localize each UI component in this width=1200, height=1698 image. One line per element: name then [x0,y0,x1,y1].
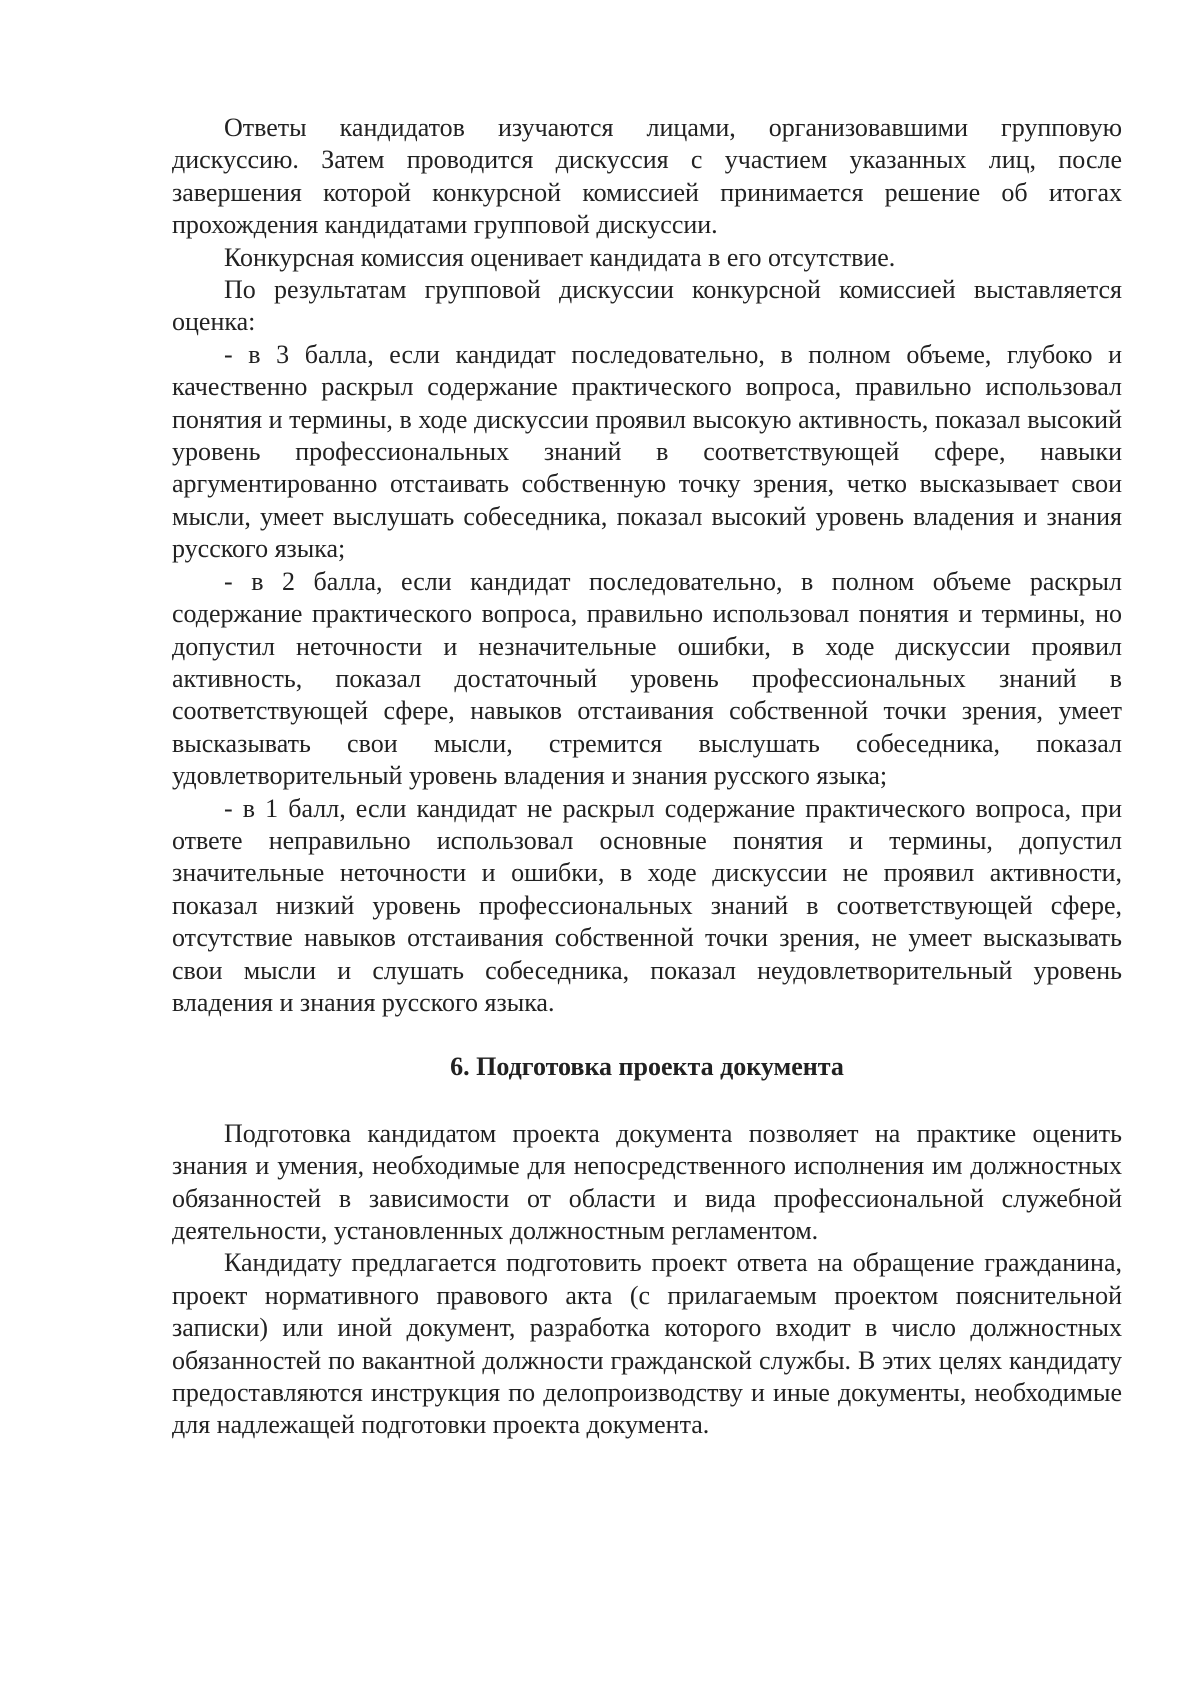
paragraph-answers-review: Ответы кандидатов изучаются лицами, организовавшими групповую дискуссию. Затем проводится дискуссия с участием указанных лиц, после завершения которой конкурсной комиссией принимается решение об итогах прохождения кандидатами групповой дискуссии. [172,113,1122,240]
paragraph-score-2: - в 2 балла, если кандидат последовательно, в полном объеме раскрыл содержание практического вопроса, правильно использовал понятия и термины, но допустил неточности и незначительные ошибки, в ходе дискуссии проявил активность, показал достаточный уровень профессиональных знаний в соответствующей сфере, навыков отстаивания собственной точки зрения, умеет высказывать свои мысли, стремится выслушать собеседника, показал удовлетворительный уровень владения и знания русского языка; [172,566,1122,791]
paragraph-commission-evaluates: Конкурсная комиссия оценивает кандидата в его отсутствие. [224,242,896,272]
paragraph-score-intro: По результатам групповой дискуссии конкурсной комиссией выставляется оценка: [172,275,1122,337]
paragraph-score-3: - в 3 балла, если кандидат последовательно, в полном объеме, глубоко и качественно раскрыл содержание практического вопроса, правильно использовал понятия и термины, в ходе дискуссии проявил высокую активность, показал высокий уровень профессиональных знаний в соответствующей сфере, навыки аргументированно отстаивать собственную точку зрения, четко высказывает свои мысли, умеет выслушать собеседника, показал высокий уровень владения и знания русского языка; [172,339,1122,564]
paragraph-candidate-task: Кандидату предлагается подготовить проект ответа на обращение гражданина, проект нормативного правового акта (с прилагаемым проектом пояснительной записки) или иной документ, разработка которого входит в число должностных обязанностей по вакантной должности гражданской службы. В этих целях кандидату предоставляются инструкция по делопроизводству и иные документы, необходимые для надлежащей подготовки проекта документа. [172,1248,1122,1440]
section-heading: 6. Подготовка проекта документа [450,1052,844,1082]
paragraph-score-1: - в 1 балл, если кандидат не раскрыл содержание практического вопроса, при ответе неправильно использовал основные понятия и термины, допустил значительные неточности и ошибки, в ходе дискуссии не проявил активности, показал низкий уровень профессиональных знаний в соответствующей сфере, отсутствие навыков отстаивания собственной точки зрения, не умеет высказывать свои мысли и слушать собеседника, показал неудовлетворительный уровень владения и знания русского языка. [172,793,1122,1017]
paragraph-document-preparation: Подготовка кандидатом проекта документа позволяет на практике оценить знания и умения, необходимые для непосредственного исполнения им должностных обязанностей в зависимости от области и вида профессиональной служебной деятельности, установленных должностным регламентом. [172,1118,1122,1245]
